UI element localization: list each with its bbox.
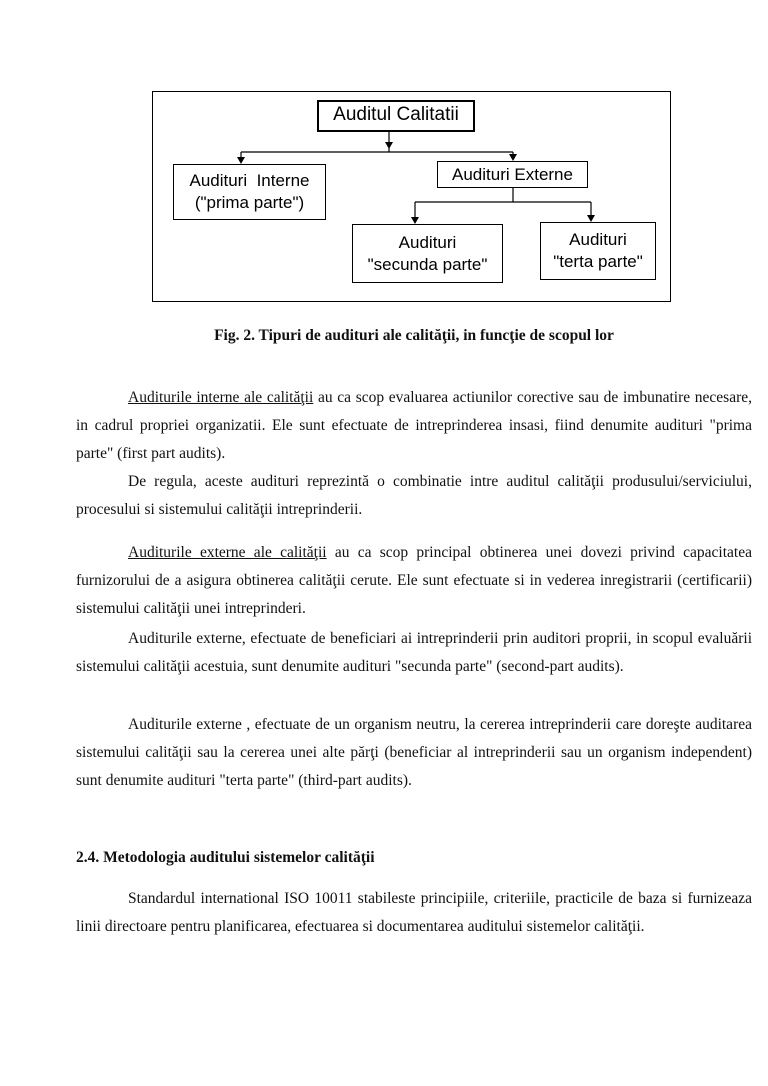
internal-audits-line1: Audituri Interne	[189, 171, 310, 190]
internal-audits-node	[173, 164, 326, 220]
paragraph-third-party: Auditurile externe , efectuate de un organism neutru, la cererea intreprinderii care doreşte auditarea sistemului calităţii sau la cererea unei alte părţi (beneficiar al intreprinderii sau un organism independent) sunt denumite audituri "terta parte" (third-part audits).	[76, 716, 752, 789]
internal-audits-line2: ("prima parte")	[194, 193, 305, 212]
second-party-audits-node	[352, 224, 503, 283]
external-audits-label: Audituri Externe	[452, 164, 573, 184]
paragraph-iso-standard: Standardul international ISO 10011 stabileste principiile, criteriile, practicile de baza si furnizeaza linii directoare pentru planificarea, efectuarea si documentarea auditului sistemelor calităţii.	[76, 890, 752, 935]
second-party-line2: "secunda parte"	[367, 254, 488, 274]
root-node-quality-audit	[317, 100, 475, 132]
third-party-line2: "terta parte"	[553, 252, 643, 271]
third-party-audits-node	[540, 222, 656, 280]
second-party-line1: Audituri	[398, 232, 457, 252]
paragraph-internal-audits	[76, 384, 752, 468]
third-party-line1: Audituri	[569, 230, 627, 249]
figure-caption: Fig. 2. Tipuri de audituri ale calităţii, in funcţie de scopul lor	[214, 327, 614, 344]
section-heading: 2.4. Metodologia auditului sistemelor calităţii	[76, 849, 375, 866]
root-node-label: Auditul Calitatii	[333, 104, 459, 125]
paragraph-second-party: Auditurile externe, efectuate de beneficiari ai intreprinderii prin auditori proprii, in scopul evaluării sistemului calităţii acestuia, sunt denumite audituri "secunda parte" (second-part audits).	[76, 630, 752, 675]
paragraph-external-audits-text: au ca scop principal obtinerea unei dovezi privind capacitatea furnizorului de a asigura obtinerea calităţii cerute. Ele sunt efectuate si in vederea inregistrarii (certificarii) sistemului calităţii unei intreprinderi.	[76, 544, 752, 617]
paragraph-external-audits	[76, 539, 752, 623]
paragraph-internal-audits-text: au ca scop evaluarea actiunilor corective sau de imbunatire necesare, in cadrul propriei organizatii. Ele sunt efectuate de intreprinderea insasi, fiind denumite audituri "prima parte" (first part audits).	[76, 389, 752, 462]
external-audits-term: Auditurile externe ale calităţii	[128, 544, 327, 561]
audit-types-diagram	[152, 91, 671, 302]
external-audits-node	[437, 161, 588, 188]
internal-audits-term: Auditurile interne ale calităţii	[128, 389, 314, 406]
paragraph-combination: De regula, aceste audituri reprezintă o combinatie intre auditul calităţii produsului/serviciului, procesului si sistemului calităţii intreprinderii.	[76, 473, 752, 518]
